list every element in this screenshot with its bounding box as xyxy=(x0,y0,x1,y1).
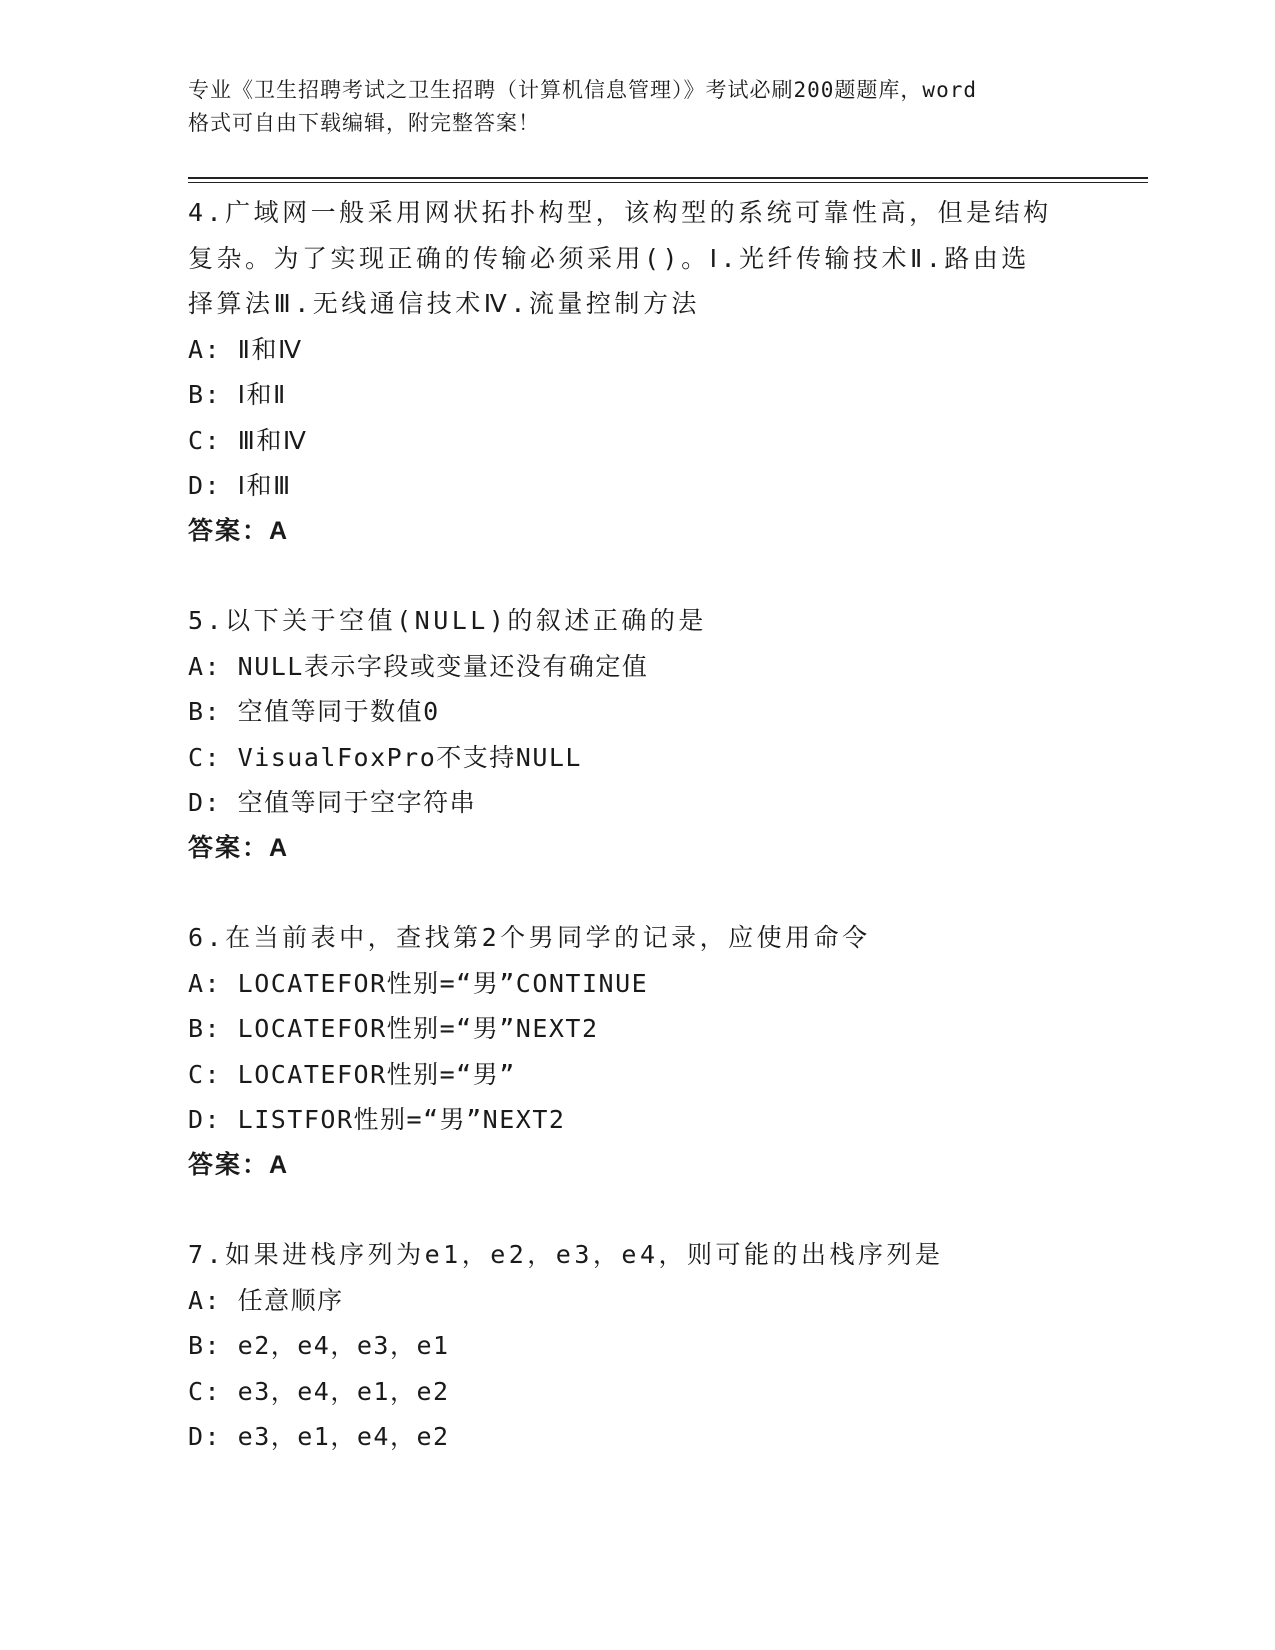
question-5 xyxy=(188,598,1088,871)
question-7 xyxy=(188,1232,1088,1460)
answer: 答案：A xyxy=(188,516,290,545)
header-divider xyxy=(188,177,1148,183)
option-b: B: e2，e4，e3，e1 xyxy=(188,1331,450,1360)
question-text-line: 7.如果进栈序列为e1，e2，e3，e4，则可能的出栈序列是 xyxy=(188,1240,944,1269)
option-a: A: 任意顺序 xyxy=(188,1285,344,1315)
option-d: D: LISTFOR性别=“男”NEXT2 xyxy=(188,1105,566,1134)
option-c: C: Ⅲ和Ⅳ xyxy=(188,425,308,455)
question-text-line: 5.以下关于空值(NULL)的叙述正确的是 xyxy=(188,606,707,635)
option-b: B: LOCATEFOR性别=“男”NEXT2 xyxy=(188,1014,599,1043)
questions-list xyxy=(188,190,1088,1504)
header-line-2: 格式可自由下载编辑，附完整答案！ xyxy=(188,111,540,135)
option-a: A: Ⅱ和Ⅳ xyxy=(188,334,303,364)
option-a: A: LOCATEFOR性别=“男”CONTINUE xyxy=(188,968,649,998)
option-b: B: Ⅰ和Ⅱ xyxy=(188,380,287,409)
answer: 答案：A xyxy=(188,833,290,862)
option-b: B: 空值等同于数值0 xyxy=(188,697,440,726)
option-d: D: Ⅰ和Ⅲ xyxy=(188,471,292,500)
question-text-line: 复杂。为了实现正确的传输必须采用()。Ⅰ.光纤传输技术Ⅱ.路由选 xyxy=(188,243,1030,273)
option-c: C: VisualFoxPro不支持NULL xyxy=(188,742,582,772)
question-text-line: 4.广域网一般采用网状拓扑构型，该构型的系统可靠性高，但是结构 xyxy=(188,198,1052,227)
document-header xyxy=(188,74,1088,140)
question-6 xyxy=(188,915,1088,1188)
option-a: A: NULL表示字段或变量还没有确定值 xyxy=(188,651,649,681)
option-c: C: LOCATEFOR性别=“男” xyxy=(188,1059,516,1089)
question-text-line: 择算法Ⅲ.无线通信技术Ⅳ.流量控制方法 xyxy=(188,289,700,318)
question-text-line: 6.在当前表中，查找第2个男同学的记录，应使用命令 xyxy=(188,923,871,952)
header-line-1: 专业《卫生招聘考试之卫生招聘（计算机信息管理）》考试必刷200题题库，word xyxy=(188,78,977,102)
option-d: D: 空值等同于空字符串 xyxy=(188,788,477,817)
option-d: D: e3，e1，e4，e2 xyxy=(188,1422,450,1451)
answer: 答案：A xyxy=(188,1150,290,1179)
option-c: C: e3，e4，e1，e2 xyxy=(188,1376,450,1406)
question-4 xyxy=(188,190,1088,554)
